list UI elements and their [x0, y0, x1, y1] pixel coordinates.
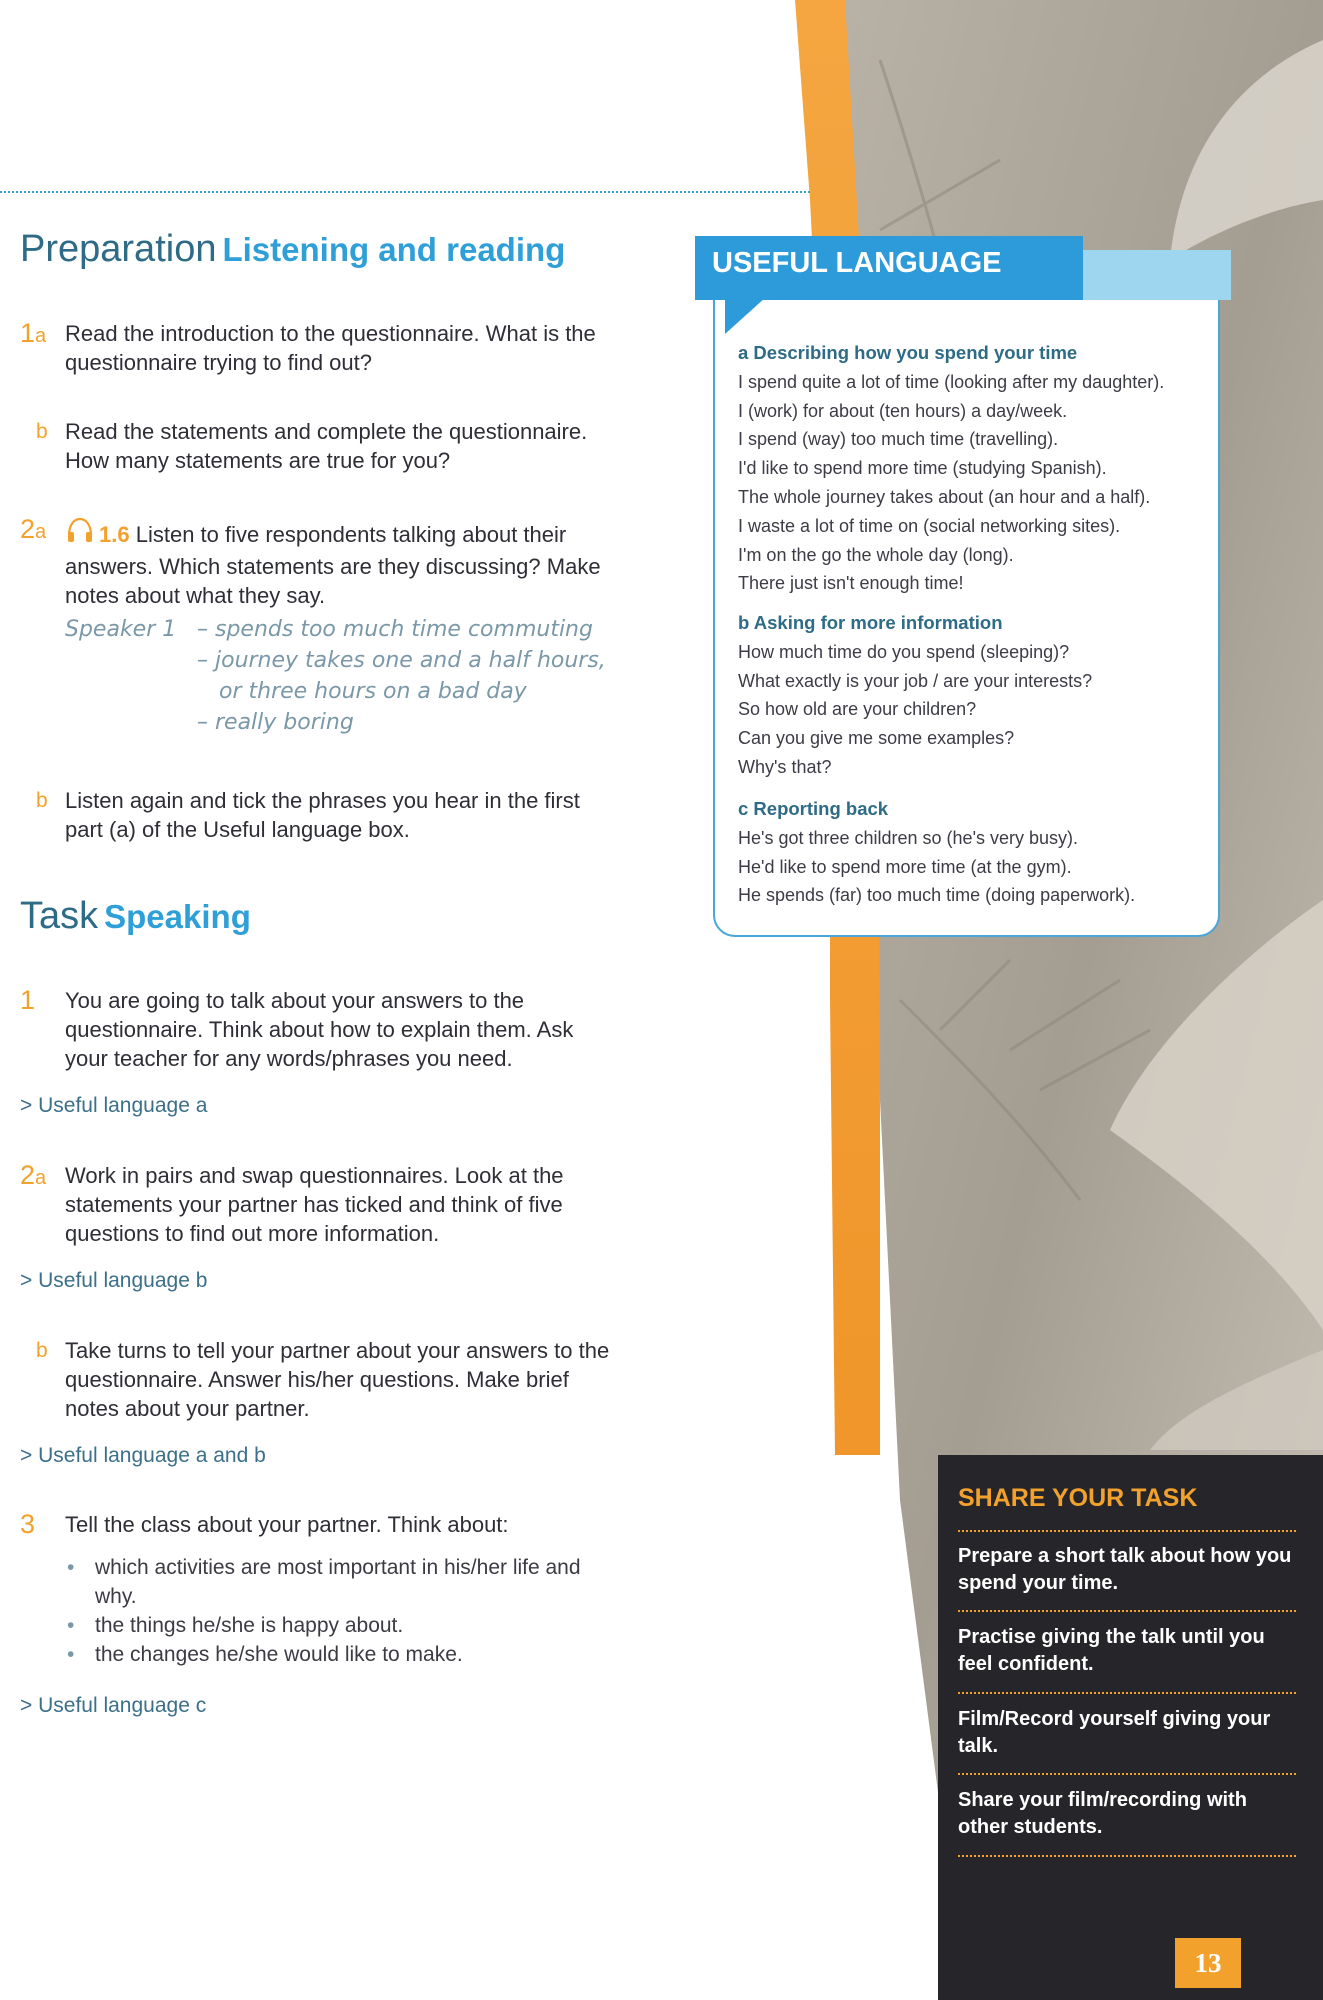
exercise-text: Work in pairs and swap questionnaires. Look at the statements your partner has ticked and think of five questions to find out more information. [65, 1163, 564, 1246]
useful-language-section-b [738, 609, 1208, 782]
speaker-notes [197, 614, 637, 738]
page-number: 13 [1175, 1938, 1241, 1988]
phrase: I'd like to spend more time (studying Spanish). [738, 458, 1107, 479]
share-your-task-title: SHARE YOUR TASK [958, 1484, 1198, 1512]
phrase: I spend quite a lot of time (looking after my daughter). [738, 371, 1165, 392]
task-exercise-2b [20, 1336, 620, 1423]
preparation-subtitle: Listening and reading [222, 231, 566, 268]
phrase: How much time do you spend (sleeping)? [738, 641, 1070, 662]
task-heading [20, 895, 251, 938]
phrase: Can you give me some examples? [738, 728, 1015, 749]
section-title: b Asking for more information [738, 612, 1003, 633]
phrase: The whole journey takes about (an hour and a half). [738, 486, 1151, 507]
speaker-note: – really boring [197, 710, 354, 735]
task-exercise-1 [20, 986, 620, 1073]
audio-track-number: 1.6 [99, 522, 130, 547]
share-task-item: Film/Record yourself giving your talk. [958, 1708, 1271, 1757]
section-title: a Describing how you spend your time [738, 342, 1078, 363]
dotted-divider [958, 1692, 1296, 1694]
exercise-text: Tell the class about your partner. Think about: [65, 1512, 509, 1537]
exercise-text: Read the statements and complete the questionnaire. How many statements are true for you? [65, 419, 588, 473]
useful-language-link-a-and-b[interactable]: > Useful language a and b [20, 1444, 266, 1467]
dotted-divider [958, 1530, 1296, 1532]
phrase: What exactly is your job / are your interests? [738, 670, 1093, 691]
speaker-note: – spends too much time commuting [197, 617, 593, 642]
headphones-icon [65, 515, 95, 552]
useful-language-link-c[interactable]: > Useful language c [20, 1694, 207, 1717]
exercise-number: 1 [20, 985, 36, 1015]
task-exercise-3 [20, 1510, 620, 1539]
exercise-number: 2a [20, 1160, 47, 1190]
exercise-letter: b [36, 420, 48, 443]
share-task-item: Prepare a short talk about how you spend your time. [958, 1545, 1292, 1594]
speaker-note: – journey takes one and a half hours, [197, 648, 606, 673]
list-item: • which activities are most important in his/her life and why. [65, 1553, 625, 1611]
phrase: There just isn't enough time! [738, 573, 964, 594]
exercise-text: Listen again and tick the phrases you hear in the first part (a) of the Useful language box. [65, 788, 580, 842]
exercise-text: You are going to talk about your answers to the questionnaire. Think about how to explain them. Ask your teacher for any words/phrases you need. [65, 988, 574, 1071]
preparation-heading [20, 228, 565, 271]
phrase: I (work) for about (ten hours) a day/week. [738, 400, 1068, 421]
speaker-label: Speaker 1 [65, 617, 177, 642]
list-item: • the changes he/she would like to make. [65, 1640, 625, 1669]
exercise-2b [20, 786, 620, 844]
phrase: I waste a lot of time on (social networking sites). [738, 515, 1121, 536]
task-subtitle: Speaking [104, 898, 251, 935]
useful-language-link-b[interactable]: > Useful language b [20, 1269, 208, 1292]
share-task-item: Share your film/recording with other students. [958, 1789, 1247, 1838]
exercise-letter: b [36, 789, 48, 812]
phrase: I spend (way) too much time (travelling). [738, 429, 1059, 450]
speaker-note: or three hours on a bad day [219, 679, 527, 704]
preparation-title: Preparation [20, 228, 217, 270]
exercise-text: Listen to five respondents talking about their answers. Which statements are they discussing? Make notes about what they say. [65, 522, 601, 608]
share-task-item: Practise giving the talk until you feel confident. [958, 1626, 1265, 1675]
task-exercise-2a [20, 1161, 620, 1248]
task-title: Task [20, 895, 99, 937]
exercise-letter: b [36, 1339, 48, 1362]
phrase: Why's that? [738, 756, 832, 777]
useful-language-link-a[interactable]: > Useful language a [20, 1094, 208, 1117]
useful-language-section-a [738, 339, 1208, 598]
phrase: I'm on the go the whole day (long). [738, 544, 1014, 565]
dotted-divider [958, 1773, 1296, 1775]
exercise-number: 1a [20, 318, 47, 348]
exercise-number: 2a [20, 514, 47, 544]
useful-language-title: USEFUL LANGUAGE [712, 247, 1002, 279]
useful-language-section-c [738, 795, 1208, 910]
useful-language-title-tail [1083, 250, 1231, 300]
header-dotted-rule [0, 191, 810, 193]
exercise-1b [20, 417, 620, 475]
phrase: He's got three children so (he's very busy). [738, 827, 1079, 848]
exercise-number: 3 [20, 1509, 36, 1539]
section-title: c Reporting back [738, 798, 889, 819]
phrase: He spends (far) too much time (doing paperwork). [738, 885, 1136, 906]
speech-bubble-pointer [725, 298, 765, 334]
phrase: So how old are your children? [738, 699, 977, 720]
exercise-2a [20, 515, 620, 610]
phrase: He'd like to spend more time (at the gym). [738, 856, 1072, 877]
list-item: • the things he/she is happy about. [65, 1611, 625, 1640]
exercise-text: Take turns to tell your partner about your answers to the questionnaire. Answer his/her questions. Make brief notes about your partner. [65, 1338, 610, 1421]
exercise-text: Read the introduction to the questionnaire. What is the questionnaire trying to find out? [65, 321, 596, 375]
dotted-divider [958, 1855, 1296, 1857]
dotted-divider [958, 1610, 1296, 1612]
exercise-1a [20, 319, 620, 377]
think-about-list [65, 1553, 625, 1669]
